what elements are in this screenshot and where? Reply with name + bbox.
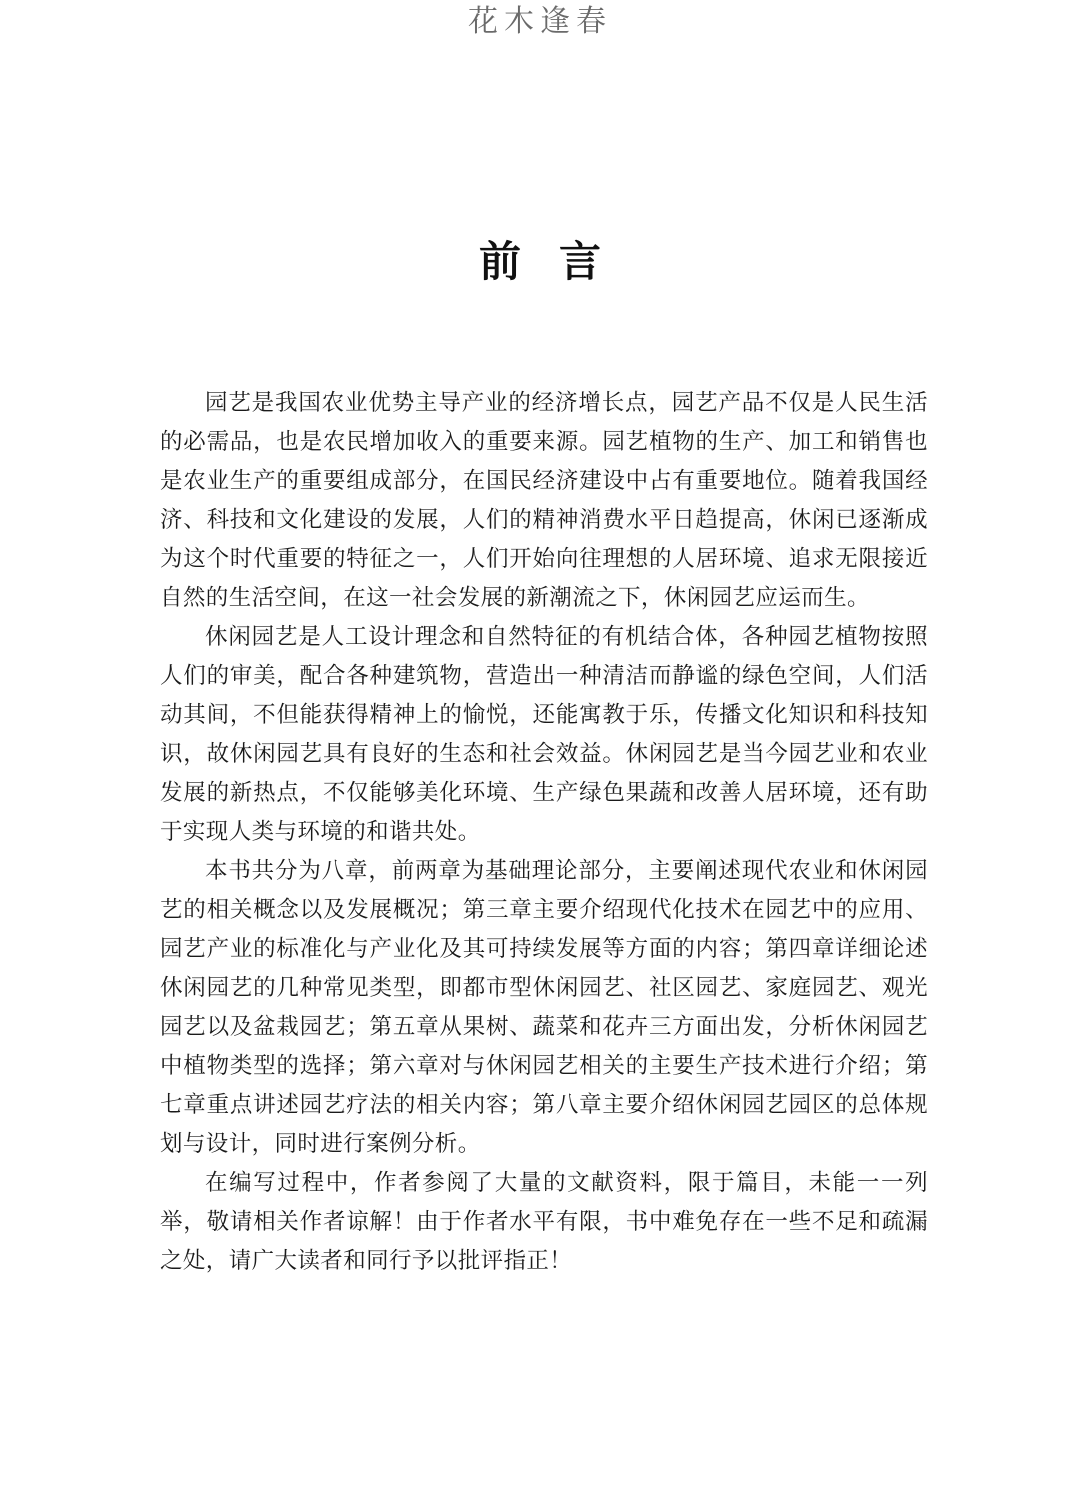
page-title: 前言 xyxy=(478,237,639,286)
paragraph-1: 园艺是我国农业优势主导产业的经济增长点，园艺产品不仅是人民生活的必需品，也是农民增加收入的重要来源。园艺植物的生产、加工和销售也是农业生产的重要组成部分，在国民经济建设中占有重要地位。随着我国经济、科技和文化建设的发展，人们的精神消费水平日趋提高，休闲已逐渐成为这个时代重要的特征之一，人们开始向往理想的人居环境、追求无限接近自然的生活空间，在这一社会发展的新潮流之下，休闲园艺应运而生。 xyxy=(160,390,928,611)
paragraph-4: 在编写过程中，作者参阅了大量的文献资料，限于篇目，未能一一列举，敬请相关作者谅解！由于作者水平有限，书中难免存在一些不足和疏漏之处，请广大读者和同行予以批评指正！ xyxy=(160,1170,928,1274)
preface-body xyxy=(160,384,928,1281)
paragraph-2: 休闲园艺是人工设计理念和自然特征的有机结合体，各种园艺植物按照人们的审美，配合各种建筑物，营造出一种清洁而静谧的绿色空间，人们活动其间，不但能获得精神上的愉悦，还能寓教于乐，传播文化知识和科技知识，故休闲园艺具有良好的生态和社会效益。休闲园艺是当今园艺业和农业发展的新热点，不仅能够美化环境、生产绿色果蔬和改善人居环境，还有助于实现人类与环境的和谐共处。 xyxy=(160,624,928,845)
running-header: 花木逢春 xyxy=(468,4,612,39)
paragraph-3: 本书共分为八章，前两章为基础理论部分，主要阐述现代农业和休闲园艺的相关概念以及发展概况；第三章主要介绍现代化技术在园艺中的应用、园艺产业的标准化与产业化及其可持续发展等方面的内容；第四章详细论述休闲园艺的几种常见类型，即都市型休闲园艺、社区园艺、家庭园艺、观光园艺以及盆栽园艺；第五章从果树、蔬菜和花卉三方面出发，分析休闲园艺中植物类型的选择；第六章对与休闲园艺相关的主要生产技术进行介绍；第七章重点讲述园艺疗法的相关内容；第八章主要介绍休闲园艺园区的总体规划与设计，同时进行案例分析。 xyxy=(160,858,928,1157)
